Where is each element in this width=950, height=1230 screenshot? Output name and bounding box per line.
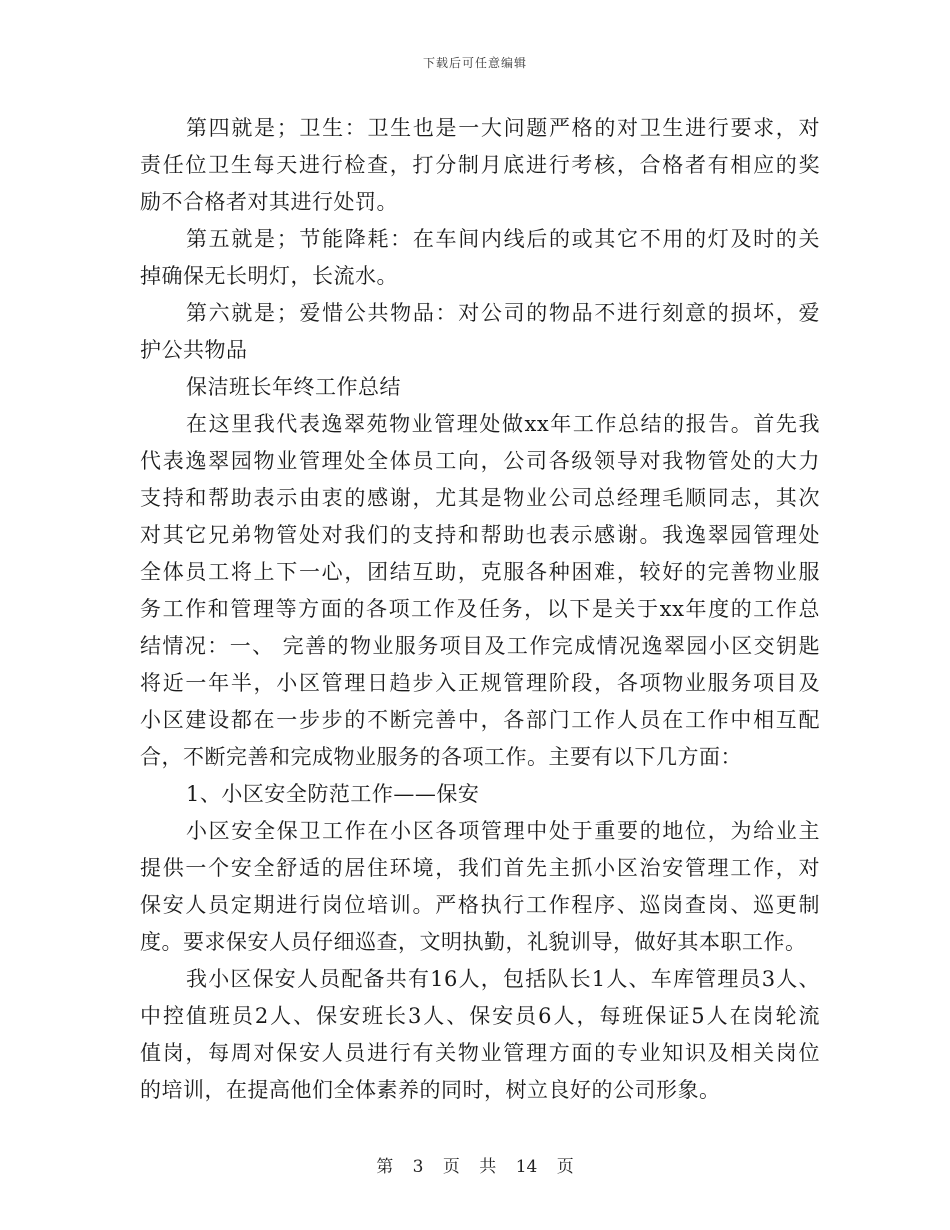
text-line: 第五就是；节能降耗：在车间内线后的或其它不用的灯及时的关 — [186, 227, 820, 251]
text-line: 的培训，在提高他们全体素养的同时，树立良好的公司形象。 — [140, 1078, 721, 1102]
footer-prefix: 第 — [376, 1157, 394, 1177]
text-line: 保洁班长年终工作总结 — [186, 375, 401, 399]
text-line: 结情况：一、 完善的物业服务项目及工作完成情况逸翠园小区交钥匙 — [140, 634, 820, 658]
page-footer — [0, 1152, 950, 1177]
document-body — [140, 110, 820, 1109]
footer-page-word: 页 — [442, 1157, 460, 1177]
text-line: 第六就是；爱惜公共物品：对公司的物品不进行刻意的损坏，爱 — [186, 301, 820, 325]
text-line: 小区建设都在一步步的不断完善中，各部门工作人员在工作中相互配 — [140, 708, 820, 732]
footer-suffix: 页 — [556, 1157, 574, 1177]
text-line: 代表逸翠园物业管理处全体员工向，公司各级领导对我物管处的大力 — [140, 449, 820, 473]
footer-total-pages: 14 — [515, 1157, 538, 1177]
text-line: 在这里我代表逸翠苑物业管理处做xx年工作总结的报告。首先我 — [186, 412, 820, 436]
text-line: 保安人员定期进行岗位培训。严格执行工作程序、巡岗查岗、巡更制 — [140, 893, 820, 917]
text-line: 小区安全保卫工作在小区各项管理中处于重要的地位，为给业主 — [186, 819, 820, 843]
text-line: 值岗，每周对保安人员进行有关物业管理方面的专业知识及相关岗位 — [140, 1041, 820, 1065]
text-line: 对其它兄弟物管处对我们的支持和帮助也表示感谢。我逸翠园管理处 — [140, 523, 820, 547]
text-line: 责任位卫生每天进行检查，打分制月底进行考核，合格者有相应的奖 — [140, 153, 820, 177]
text-line: 度。要求保安人员仔细巡查，文明执勤，礼貌训导，做好其本职工作。 — [140, 930, 807, 954]
header-note: 下载后可任意编辑 — [422, 56, 527, 70]
text-line: 第四就是；卫生：卫生也是一大问题严格的对卫生进行要求，对 — [186, 116, 820, 140]
text-line: 励不合格者对其进行处罚。 — [140, 190, 398, 214]
footer-page-number: 3 — [412, 1157, 424, 1177]
text-line: 合，不断完善和完成物业服务的各项工作。主要有以下几方面： — [140, 745, 742, 769]
text-line: 支持和帮助表示由衷的感谢，尤其是物业公司总经理毛顺同志，其次 — [140, 486, 820, 510]
footer-total-word: 共 — [479, 1157, 497, 1177]
text-line: 中控值班员2人、保安班长3人、保安员6人，每班保证5人在岗轮流 — [140, 1004, 820, 1028]
text-line: 我小区保安人员配备共有16人，包括队长1人、车库管理员3人、 — [186, 967, 820, 991]
text-line: 1、小区安全防范工作——保安 — [186, 782, 480, 806]
text-line: 提供一个安全舒适的居住环境，我们首先主抓小区治安管理工作，对 — [140, 856, 820, 880]
text-line: 务工作和管理等方面的各项工作及任务，以下是关于xx年度的工作总 — [140, 597, 820, 621]
text-line: 掉确保无长明灯，长流水。 — [140, 264, 398, 288]
text-line: 护公共物品 — [140, 338, 248, 362]
text-line: 将近一年半，小区管理日趋步入正规管理阶段，各项物业服务项目及 — [140, 671, 820, 695]
text-line: 全体员工将上下一心，团结互助，克服各种困难，较好的完善物业服 — [140, 560, 820, 584]
